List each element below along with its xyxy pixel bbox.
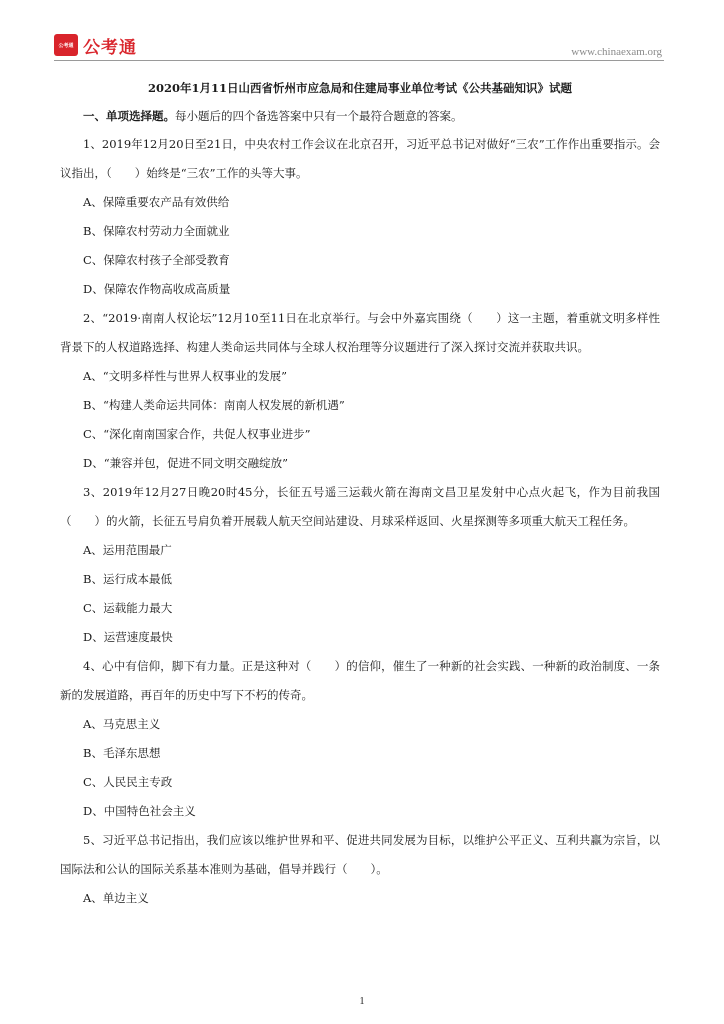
page-number: 1 xyxy=(359,996,365,1007)
brand-logo[interactable] xyxy=(54,33,137,57)
question-5 xyxy=(60,826,660,913)
answer-option: B、毛泽东思想 xyxy=(83,746,161,760)
answer-option: D、保障农作物高收成高质量 xyxy=(83,282,231,296)
answer-option: C、人民民主专政 xyxy=(83,775,173,789)
question-stem: 2、“2019·南南人权论坛”12月10至11日在北京举行。与会中外嘉宾围绕（ ）这一主题，着重就文明多样性背景下的人权道路选择、构建人类命运共同体与全球人权治理等分议题进行了深入探讨交流并获取共识。 xyxy=(60,311,660,354)
answer-option: C、“深化南南国家合作，共促人权事业进步” xyxy=(83,427,311,441)
document-body xyxy=(60,76,660,913)
answer-option: B、运行成本最低 xyxy=(83,572,172,586)
section-instruction: 每小题后的四个备选答案中只有一个最符合题意的答案。 xyxy=(175,109,463,123)
section-heading-line xyxy=(60,102,660,130)
answer-option: A、运用范围最广 xyxy=(83,543,172,557)
answer-option: D、中国特色社会主义 xyxy=(83,804,196,818)
question-stem: 3、2019年12月27日晚20时45分，长征五号遥三运载火箭在海南文昌卫星发射中心点火起飞，作为目前我国（ ）的火箭，长征五号肩负着开展载人航天空间站建设、月球采样返回、火星探测等多项重大航天工程任务。 xyxy=(60,485,660,528)
answer-option: D、“兼容并包，促进不同文明交融绽放” xyxy=(83,456,288,470)
answer-option: C、保障农村孩子全部受教育 xyxy=(83,253,230,267)
question-2 xyxy=(60,304,660,478)
document-title: 2020年1月11日山西省忻州市应急局和住建局事业单位考试《公共基础知识》试题 xyxy=(147,81,572,95)
question-4 xyxy=(60,652,660,826)
question-stem: 4、心中有信仰，脚下有力量。正是这种对（ ）的信仰，催生了一种新的社会实践、一种新的政治制度、一条新的发展道路，再百年的历史中写下不朽的传奇。 xyxy=(60,659,660,702)
logo-badge-icon: 公考通 xyxy=(54,34,78,56)
answer-option: A、保障重要农产品有效供给 xyxy=(83,195,230,209)
logo-text: 公考通 xyxy=(83,37,137,58)
answer-option: B、保障农村劳动力全面就业 xyxy=(83,224,230,238)
answer-option: A、马克思主义 xyxy=(83,717,161,731)
answer-option: B、“构建人类命运共同体：南南人权发展的新机遇” xyxy=(83,398,345,412)
page-header xyxy=(54,33,664,63)
site-url[interactable]: www.chinaexam.org xyxy=(571,46,662,58)
question-3 xyxy=(60,478,660,652)
answer-option: A、“文明多样性与世界人权事业的发展” xyxy=(83,369,288,383)
answer-option: A、单边主义 xyxy=(83,891,149,905)
question-stem: 1、2019年12月20日至21日，中央农村工作会议在北京召开，习近平总书记对做好“三农”工作作出重要指示。会议指出，（ ）始终是“三农”工作的头等大事。 xyxy=(60,137,660,180)
answer-option: D、运营速度最快 xyxy=(83,630,173,644)
question-1 xyxy=(60,130,660,304)
header-divider xyxy=(54,60,664,61)
question-stem: 5、习近平总书记指出，我们应该以维护世界和平、促进共同发展为目标，以维护公平正义、互利共赢为宗旨，以国际法和公认的国际关系基本准则为基础，倡导并践行（ ）。 xyxy=(60,833,660,876)
answer-option: C、运载能力最大 xyxy=(83,601,173,615)
section-heading: 一、单项选择题。 xyxy=(83,109,175,123)
